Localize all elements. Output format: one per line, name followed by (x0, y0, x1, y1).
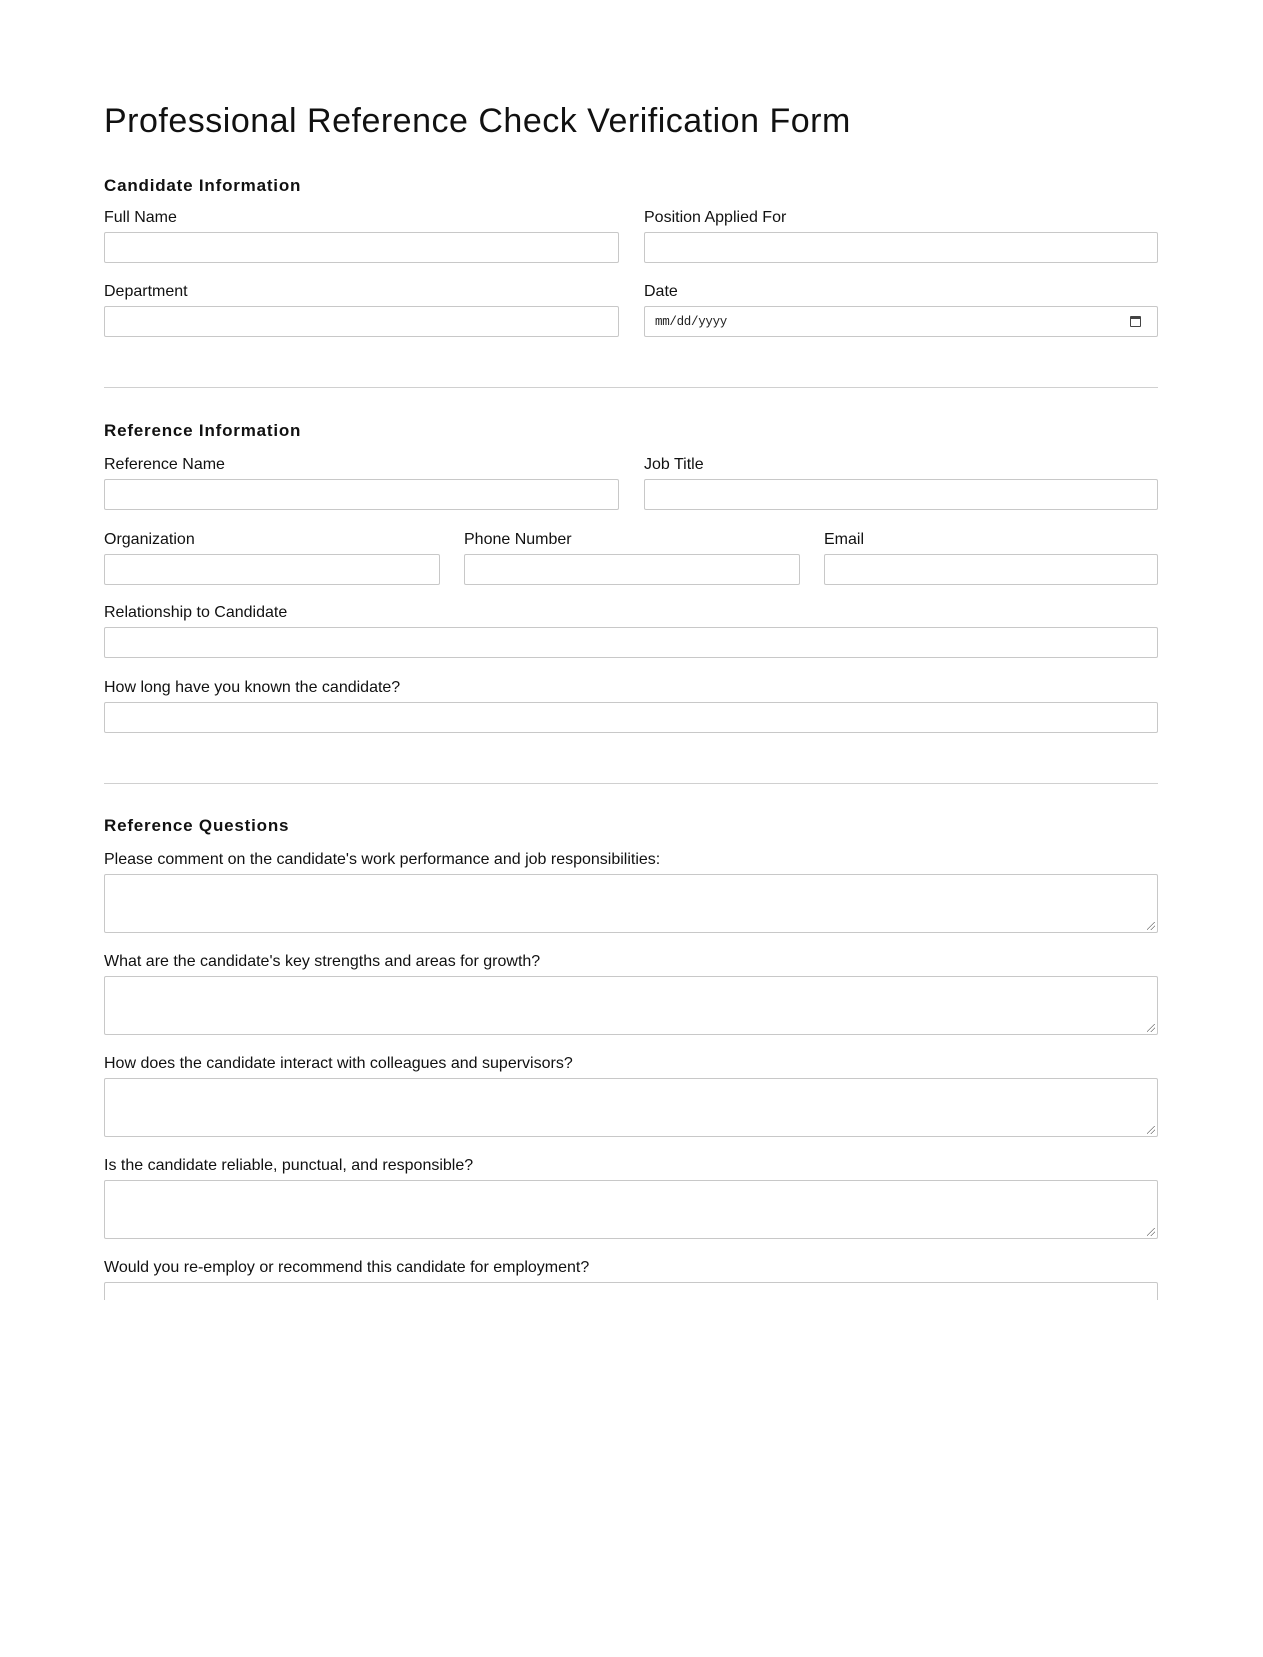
candidate-section-heading: Candidate Information (104, 176, 302, 195)
position-applied-for-input[interactable] (644, 232, 1158, 263)
reference-name-label: Reference Name (104, 456, 225, 473)
phone-number-label: Phone Number (464, 531, 572, 548)
question-textarea-interaction[interactable] (104, 1078, 1158, 1137)
email-label: Email (824, 531, 865, 548)
known-duration-label: How long have you known the candidate? (104, 679, 401, 696)
resize-grip-icon[interactable] (1147, 1024, 1155, 1032)
question-label-strengths: What are the candidate's key strengths and areas for growth? (104, 953, 541, 970)
section-divider (104, 783, 1158, 784)
reference-section-heading: Reference Information (104, 421, 302, 440)
email-input[interactable] (824, 554, 1158, 585)
department-label: Department (104, 283, 188, 300)
question-textarea-reliability[interactable] (104, 1180, 1158, 1239)
job-title-label: Job Title (644, 456, 704, 473)
question-textarea-strengths[interactable] (104, 976, 1158, 1035)
relationship-label: Relationship to Candidate (104, 604, 288, 621)
job-title-input[interactable] (644, 479, 1158, 510)
page-title: Professional Reference Check Verification Form (104, 102, 851, 140)
resize-grip-icon[interactable] (1147, 922, 1155, 930)
questions-section-heading: Reference Questions (104, 816, 290, 835)
department-input[interactable] (104, 306, 619, 337)
question-label-interaction: How does the candidate interact with colleagues and supervisors? (104, 1055, 573, 1072)
question-label-recommend: Would you re-employ or recommend this candidate for employment? (104, 1259, 590, 1276)
date-label: Date (644, 283, 678, 300)
calendar-icon[interactable] (1130, 316, 1141, 327)
reference-name-input[interactable] (104, 479, 619, 510)
date-placeholder: mm/dd/yyyy (655, 314, 728, 329)
organization-input[interactable] (104, 554, 440, 585)
organization-label: Organization (104, 531, 195, 548)
full-name-label: Full Name (104, 209, 177, 226)
resize-grip-icon[interactable] (1147, 1228, 1155, 1236)
question-label-performance: Please comment on the candidate's work performance and job responsibilities: (104, 851, 661, 868)
known-duration-input[interactable] (104, 702, 1158, 733)
question-label-reliability: Is the candidate reliable, punctual, and responsible? (104, 1157, 474, 1174)
question-textarea-performance[interactable] (104, 874, 1158, 933)
resize-grip-icon[interactable] (1147, 1126, 1155, 1134)
position-applied-for-label: Position Applied For (644, 209, 787, 226)
relationship-input[interactable] (104, 627, 1158, 658)
reference-check-form (104, 0, 1158, 1300)
full-name-input[interactable] (104, 232, 619, 263)
question-textarea-recommend[interactable] (104, 1282, 1158, 1300)
date-input[interactable] (644, 306, 1158, 337)
phone-number-input[interactable] (464, 554, 800, 585)
section-divider (104, 387, 1158, 388)
